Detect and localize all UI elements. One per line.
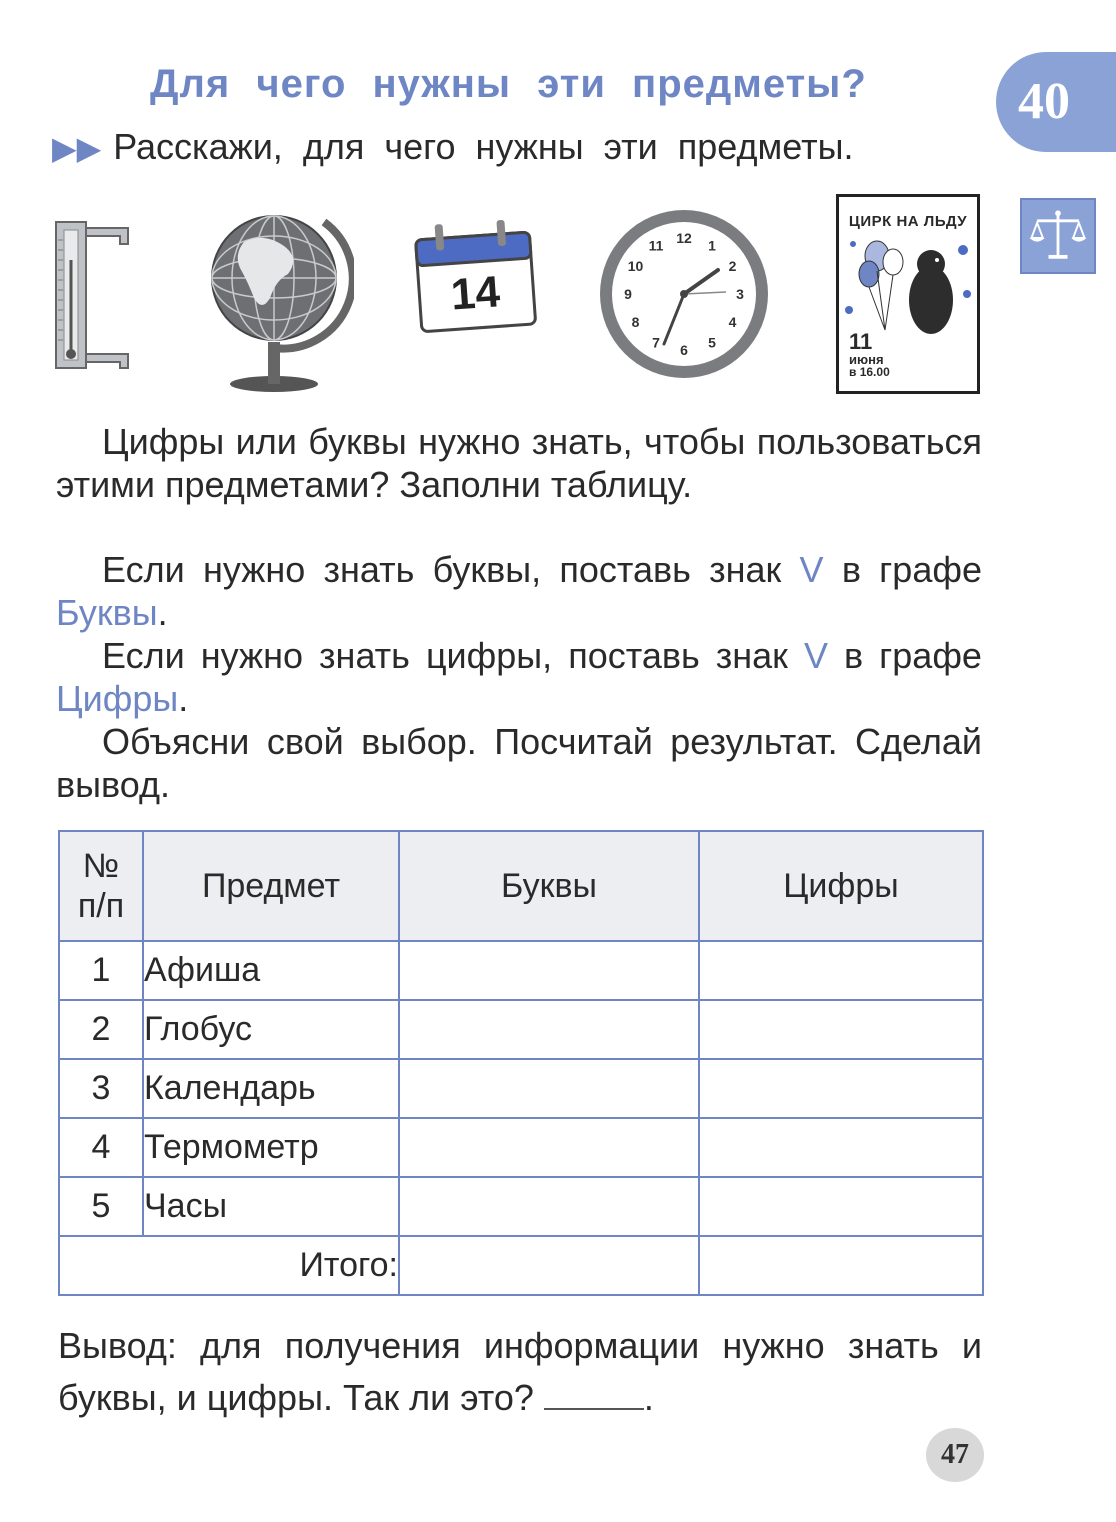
table-row (59, 1059, 983, 1118)
globe-icon (204, 202, 354, 392)
cell-digits[interactable] (699, 1000, 983, 1059)
cell-digits[interactable] (699, 941, 983, 1000)
page-number: 47 (926, 1428, 984, 1482)
clock-numeral: 6 (680, 342, 688, 358)
instruction-paragraph-1: Цифры или буквы нужно знать, чтобы пользоваться этими предметами? Заполни таблицу. (56, 421, 982, 505)
page-title: Для чего нужны эти предметы? (150, 62, 867, 106)
table-header-row (59, 831, 983, 941)
row-number: 2 (59, 1000, 143, 1059)
thermometer-icon (50, 220, 140, 370)
clock-icon (594, 204, 774, 384)
table-row (59, 941, 983, 1000)
table-row (59, 1177, 983, 1236)
instruction-paragraph-2: Если нужно знать буквы, поставь знак V в графе Буквы. (56, 549, 982, 633)
answer-blank[interactable] (544, 1408, 644, 1410)
lesson-number-badge: 40 (996, 52, 1116, 152)
cell-digits[interactable] (699, 1177, 983, 1236)
row-number: 3 (59, 1059, 143, 1118)
cell-letters[interactable] (399, 941, 699, 1000)
clock-numeral: 1 (708, 237, 716, 254)
row-number: 5 (59, 1177, 143, 1236)
total-digits-cell[interactable] (699, 1236, 983, 1295)
double-arrow-icon: ▶▶ (52, 130, 102, 166)
row-item: Часы (143, 1177, 399, 1236)
table-row (59, 1000, 983, 1059)
clock-numeral: 3 (736, 286, 744, 302)
poster-month: июня (849, 352, 884, 367)
cell-digits[interactable] (699, 1059, 983, 1118)
check-mark-symbol: V (803, 635, 828, 676)
cell-digits[interactable] (699, 1118, 983, 1177)
clock-numeral: 7 (652, 334, 660, 351)
poster-time: в 16.00 (849, 365, 890, 379)
poster-icon (836, 194, 980, 394)
total-label: Итого: (59, 1236, 399, 1295)
row-item: Календарь (143, 1059, 399, 1118)
task-text: Расскажи, для чего нужны эти предметы. (113, 126, 854, 167)
calendar-day: 14 (449, 267, 502, 320)
table-total-row (59, 1236, 983, 1295)
clock-numeral: 10 (627, 258, 644, 274)
cell-letters[interactable] (399, 1000, 699, 1059)
row-number: 4 (59, 1118, 143, 1177)
column-name-digits: Цифры (56, 678, 179, 719)
cell-letters[interactable] (399, 1059, 699, 1118)
conclusion-text: Вывод: для получения информации нужно знать и буквы, и цифры. Так ли это? . (58, 1325, 982, 1418)
column-name-letters: Буквы (56, 592, 158, 633)
total-letters-cell[interactable] (399, 1236, 699, 1295)
poster-day: 11 (849, 329, 873, 354)
instruction-paragraph-4: Объясни свой выбор. Посчитай результат. Сделай вывод. (56, 721, 982, 805)
task-instruction (52, 126, 982, 168)
clock-numeral: 12 (676, 230, 692, 246)
clock-numeral: 8 (631, 314, 640, 330)
poster-title: ЦИРК НА ЛЬДУ (848, 213, 968, 230)
clock-numeral: 9 (624, 286, 632, 302)
scales-icon (1020, 198, 1096, 274)
row-item: Термометр (143, 1118, 399, 1177)
header-number: № п/п (59, 831, 143, 941)
instruction-paragraph-3: Если нужно знать цифры, поставь знак V в графе Цифры. (56, 635, 982, 719)
cell-letters[interactable] (399, 1118, 699, 1177)
check-mark-symbol: V (799, 549, 824, 590)
row-item: Глобус (143, 1000, 399, 1059)
answer-table (58, 830, 984, 1296)
items-illustration-row (44, 190, 994, 400)
header-letters: Буквы (399, 831, 699, 941)
header-digits: Цифры (699, 831, 983, 941)
clock-numeral: 4 (728, 314, 737, 330)
clock-numeral: 11 (648, 237, 664, 254)
row-item: Афиша (143, 941, 399, 1000)
clock-numeral: 2 (728, 258, 737, 274)
calendar-icon (404, 208, 544, 338)
table-row (59, 1118, 983, 1177)
row-number: 1 (59, 941, 143, 1000)
clock-numeral: 5 (708, 334, 716, 351)
header-item: Предмет (143, 831, 399, 941)
cell-letters[interactable] (399, 1177, 699, 1236)
